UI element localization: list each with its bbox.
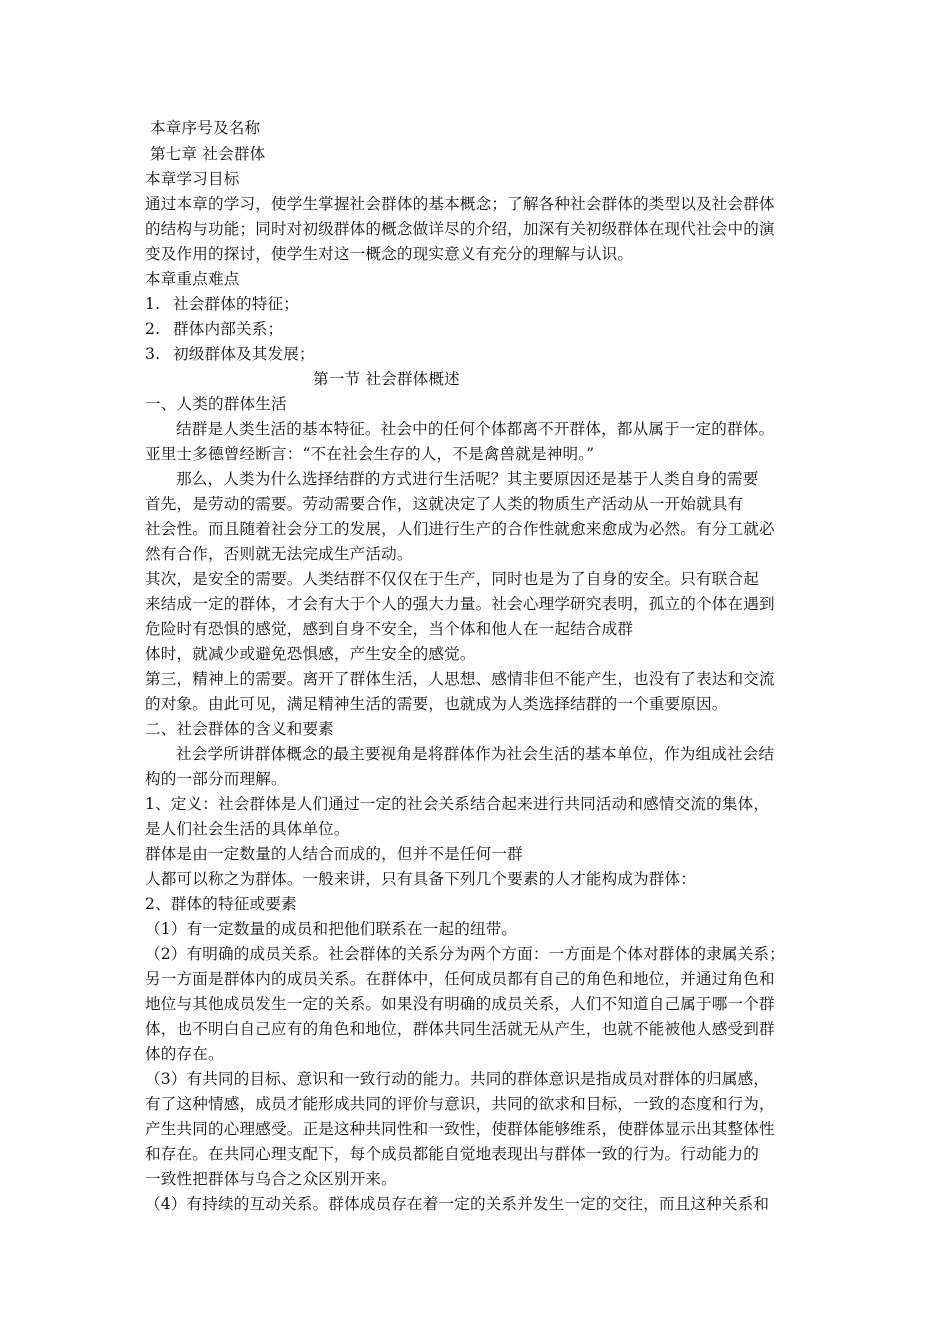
paragraph-line: 人都可以称之为群体。一般来讲，只有具备下列几个要素的人才能构成为群体： xyxy=(145,870,697,888)
paragraph-line: 体，也不明白自己应有的角色和地位，群体共同生活就无从产生，也就不能被他人感受到群 xyxy=(145,1020,775,1038)
paragraph-line: 一致性把群体与乌合之众区别开来。 xyxy=(145,1170,397,1188)
paragraph-line: 第三，精神上的需要。离开了群体生活，人思想、感情非但不能产生，也没有了表达和交流 xyxy=(145,670,775,688)
paragraph-line: （4）有持续的互动关系。群体成员存在着一定的关系并发生一定的交往，而且这种关系和 xyxy=(145,1195,770,1213)
paragraph-line: 是人们社会生活的具体单位。 xyxy=(145,820,350,838)
paragraph-line: （3）有共同的目标、意识和一致行动的能力。共同的群体意识是指成员对群体的归属感， xyxy=(145,1070,770,1088)
objectives-line: 的结构与功能；同时对初级群体的概念做详尽的介绍，加深有关初级群体在现代社会中的演 xyxy=(145,220,775,238)
paragraph-line: 首先，是劳动的需要。劳动需要合作，这就决定了人类的物质生产活动从一开始就具有 xyxy=(145,495,744,513)
paragraph-line: 体的存在。 xyxy=(145,1045,224,1063)
paragraph-line: 有了这种情感，成员才能形成共同的评价与意识，共同的欲求和目标，一致的态度和行为， xyxy=(145,1095,775,1113)
objectives-line: 变及作用的探讨，使学生对这一概念的现实意义有充分的理解与认识。 xyxy=(145,245,634,263)
paragraph-line: 危险时有恐惧的感觉，感到自身不安全，当个体和他人在一起结合成群 xyxy=(145,620,634,638)
key-point-item xyxy=(145,341,315,367)
key-point-item xyxy=(145,291,299,317)
paragraph-line: 结群是人类生活的基本特征。社会中的任何个体都离不开群体，都从属于一定的群体。 xyxy=(176,420,775,438)
key-point-number: 3. xyxy=(145,345,161,363)
paragraph-line: （1）有一定数量的成员和把他们联系在一起的纽带。 xyxy=(145,920,518,938)
paragraph-line: 社会学所讲群体概念的最主要视角是将群体作为社会生活的基本单位，作为组成社会结 xyxy=(176,745,775,763)
key-points-heading: 本章重点难点 xyxy=(145,270,240,288)
paragraph-line: （2）有明确的成员关系。社会群体的关系分为两个方面：一方面是个体对群体的隶属关系； xyxy=(145,945,785,963)
paragraph-line: 另一方面是群体内的成员关系。在群体中，任何成员都有自己的角色和地位，并通过角色和 xyxy=(145,970,775,988)
subsection-title: 一、人类的群体生活 xyxy=(145,395,287,413)
key-point-text: 初级群体及其发展； xyxy=(173,345,315,363)
paragraph-line: 构的一部分而理解。 xyxy=(145,770,287,788)
paragraph-line: 2、群体的特征或要素 xyxy=(145,895,297,913)
paragraph-line: 群体是由一定数量的人结合而成的，但并不是任何一群 xyxy=(145,845,523,863)
section-title: 第一节 社会群体概述 xyxy=(313,370,460,388)
paragraph-line: 社会性。而且随着社会分工的发展，人们进行生产的合作性就愈来愈成为必然。有分工就必 xyxy=(145,520,775,538)
objectives-heading: 本章学习目标 xyxy=(145,170,240,188)
chapter-label: 本章序号及名称 xyxy=(150,119,261,137)
paragraph-line: 其次，是安全的需要。人类结群不仅仅在于生产，同时也是为了自身的安全。只有联合起 xyxy=(145,570,760,588)
paragraph-line: 亚里士多德曾经断言：“不在社会生存的人，不是禽兽就是神明。” xyxy=(145,445,595,463)
paragraph-line: 产生共同的心理感受。正是这种共同性和一致性，使群体能够维系，使群体显示出其整体性 xyxy=(145,1120,775,1138)
paragraph-line: 地位与其他成员发生一定的关系。如果没有明确的成员关系，人们不知道自己属于哪一个群 xyxy=(145,995,775,1013)
chapter-title: 第七章 社会群体 xyxy=(150,145,266,163)
paragraph-line: 那么，人类为什么选择结群的方式进行生活呢？其主要原因还是基于人类自身的需要 xyxy=(176,470,759,488)
paragraph-line: 和存在。在共同心理支配下，每个成员都能自觉地表现出与群体一致的行为。行动能力的 xyxy=(145,1145,760,1163)
key-point-text: 群体内部关系； xyxy=(173,320,284,338)
subsection-title: 二、社会群体的含义和要素 xyxy=(145,720,334,738)
paragraph-line: 体时，就减少或避免恐惧感，产生安全的感觉。 xyxy=(145,645,476,663)
objectives-line: 通过本章的学习，使学生掌握社会群体的基本概念；了解各种社会群体的类型以及社会群体 xyxy=(145,195,775,213)
paragraph-line: 1、定义：社会群体是人们通过一定的社会关系结合起来进行共同活动和感情交流的集体， xyxy=(145,795,770,813)
key-point-number: 2. xyxy=(145,320,161,338)
key-point-number: 1. xyxy=(145,295,161,313)
paragraph-line: 来结成一定的群体，才会有大于个人的强大力量。社会心理学研究表明，孤立的个体在遇到 xyxy=(145,595,775,613)
key-point-item xyxy=(145,316,283,342)
paragraph-line: 然有合作，否则就无法完成生产活动。 xyxy=(145,545,413,563)
paragraph-line: 的对象。由此可见，满足精神生活的需要，也就成为人类选择结群的一个重要原因。 xyxy=(145,695,728,713)
key-point-text: 社会群体的特征； xyxy=(173,295,299,313)
